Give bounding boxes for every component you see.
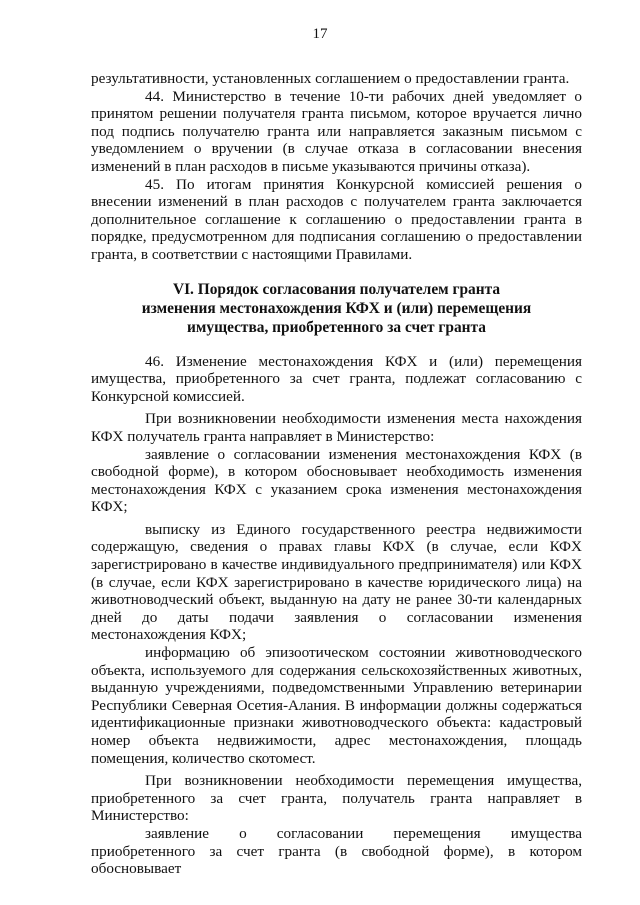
paragraph-relocation-application: заявление о согласовании изменения местонахождения КФХ (в свободной форме), в котором обосновывает необходимость изменения местонахождения КФХ с указанием срока изменения местонахождения КФХ;	[91, 445, 582, 516]
paragraph-registry-extract: выписку из Единого государственного реестра недвижимости содержащую, сведения о правах главы КФХ (в случае, если КФХ зарегистрировано в качестве индивидуального предпринимателя) или КФХ (в случае, если КФХ зарегистрировано в качестве юридического лица) на животноводческий объект, выданную на дату не ранее 30-ти календарных дней до даты подачи заявления о согласовании изменения местонахождения КФХ;	[91, 520, 582, 644]
section-heading-line-1: VI. Порядок согласования получателем гранта	[172, 280, 501, 298]
section-heading	[91, 280, 582, 337]
paragraph-relocation-intro: При возникновении необходимости изменения места нахождения КФХ получатель гранта направляет в Министерство:	[91, 410, 582, 445]
paragraph-property-move-application: заявление о согласовании перемещения имущества приобретенного за счет гранта (в свободной форме), в котором обосновывает	[91, 824, 582, 878]
paragraph-property-move-intro: При возникновении необходимости перемещения имущества, приобретенного за счет гранта, получатель гранта направляет в Министерство:	[91, 772, 582, 825]
paragraph-46: 46. Изменение местонахождения КФХ и (или) перемещения имущества, приобретенного за счет гранта, подлежат согласованию с Конкурсной комиссией.	[91, 352, 582, 405]
paragraph-44: 44. Министерство в течение 10-ти рабочих дней уведомляет о принятом решении получателя гранта письмом, которое вручается лично под подпись получателю гранта или направляется заказным письмом с уведомлением о вручении (в случае отказа в согласовании внесения изменений в план расходов в письме указываются причины отказа).	[91, 87, 582, 175]
section-heading-line-2: изменения местонахождения КФХ и (или) перемещения	[141, 299, 532, 317]
paragraph-epizootic-info: информацию об эпизоотическом состоянии животноводческого объекта, используемого для содержания сельскохозяйственных животных, выданную учреждениями, подведомственными Управлению ветеринарии Республики Северная Осетия-Алания. В информации должны содержаться идентификационные признаки животноводческого объекта: кадастровый номер объекта недвижимости, адрес местонахождения, площадь помещения, количество скотомест.	[91, 644, 582, 767]
section-heading-line-3: имущества, приобретенного за счет гранта	[187, 318, 486, 336]
page-number: 17	[312, 26, 328, 42]
document-body	[91, 70, 582, 878]
paragraph-continuation: результативности, установленных соглашением о предоставлении гранта.	[91, 70, 570, 87]
paragraph-45: 45. По итогам принятия Конкурсной комиссией решения о внесении изменений в план расходов с получателем гранта заключается дополнительное соглашение к соглашению о предоставлении гранта в порядке, предусмотренном для подписания соглашению о предоставлении гранта, в соответствии с настоящими Правилами.	[91, 175, 582, 263]
